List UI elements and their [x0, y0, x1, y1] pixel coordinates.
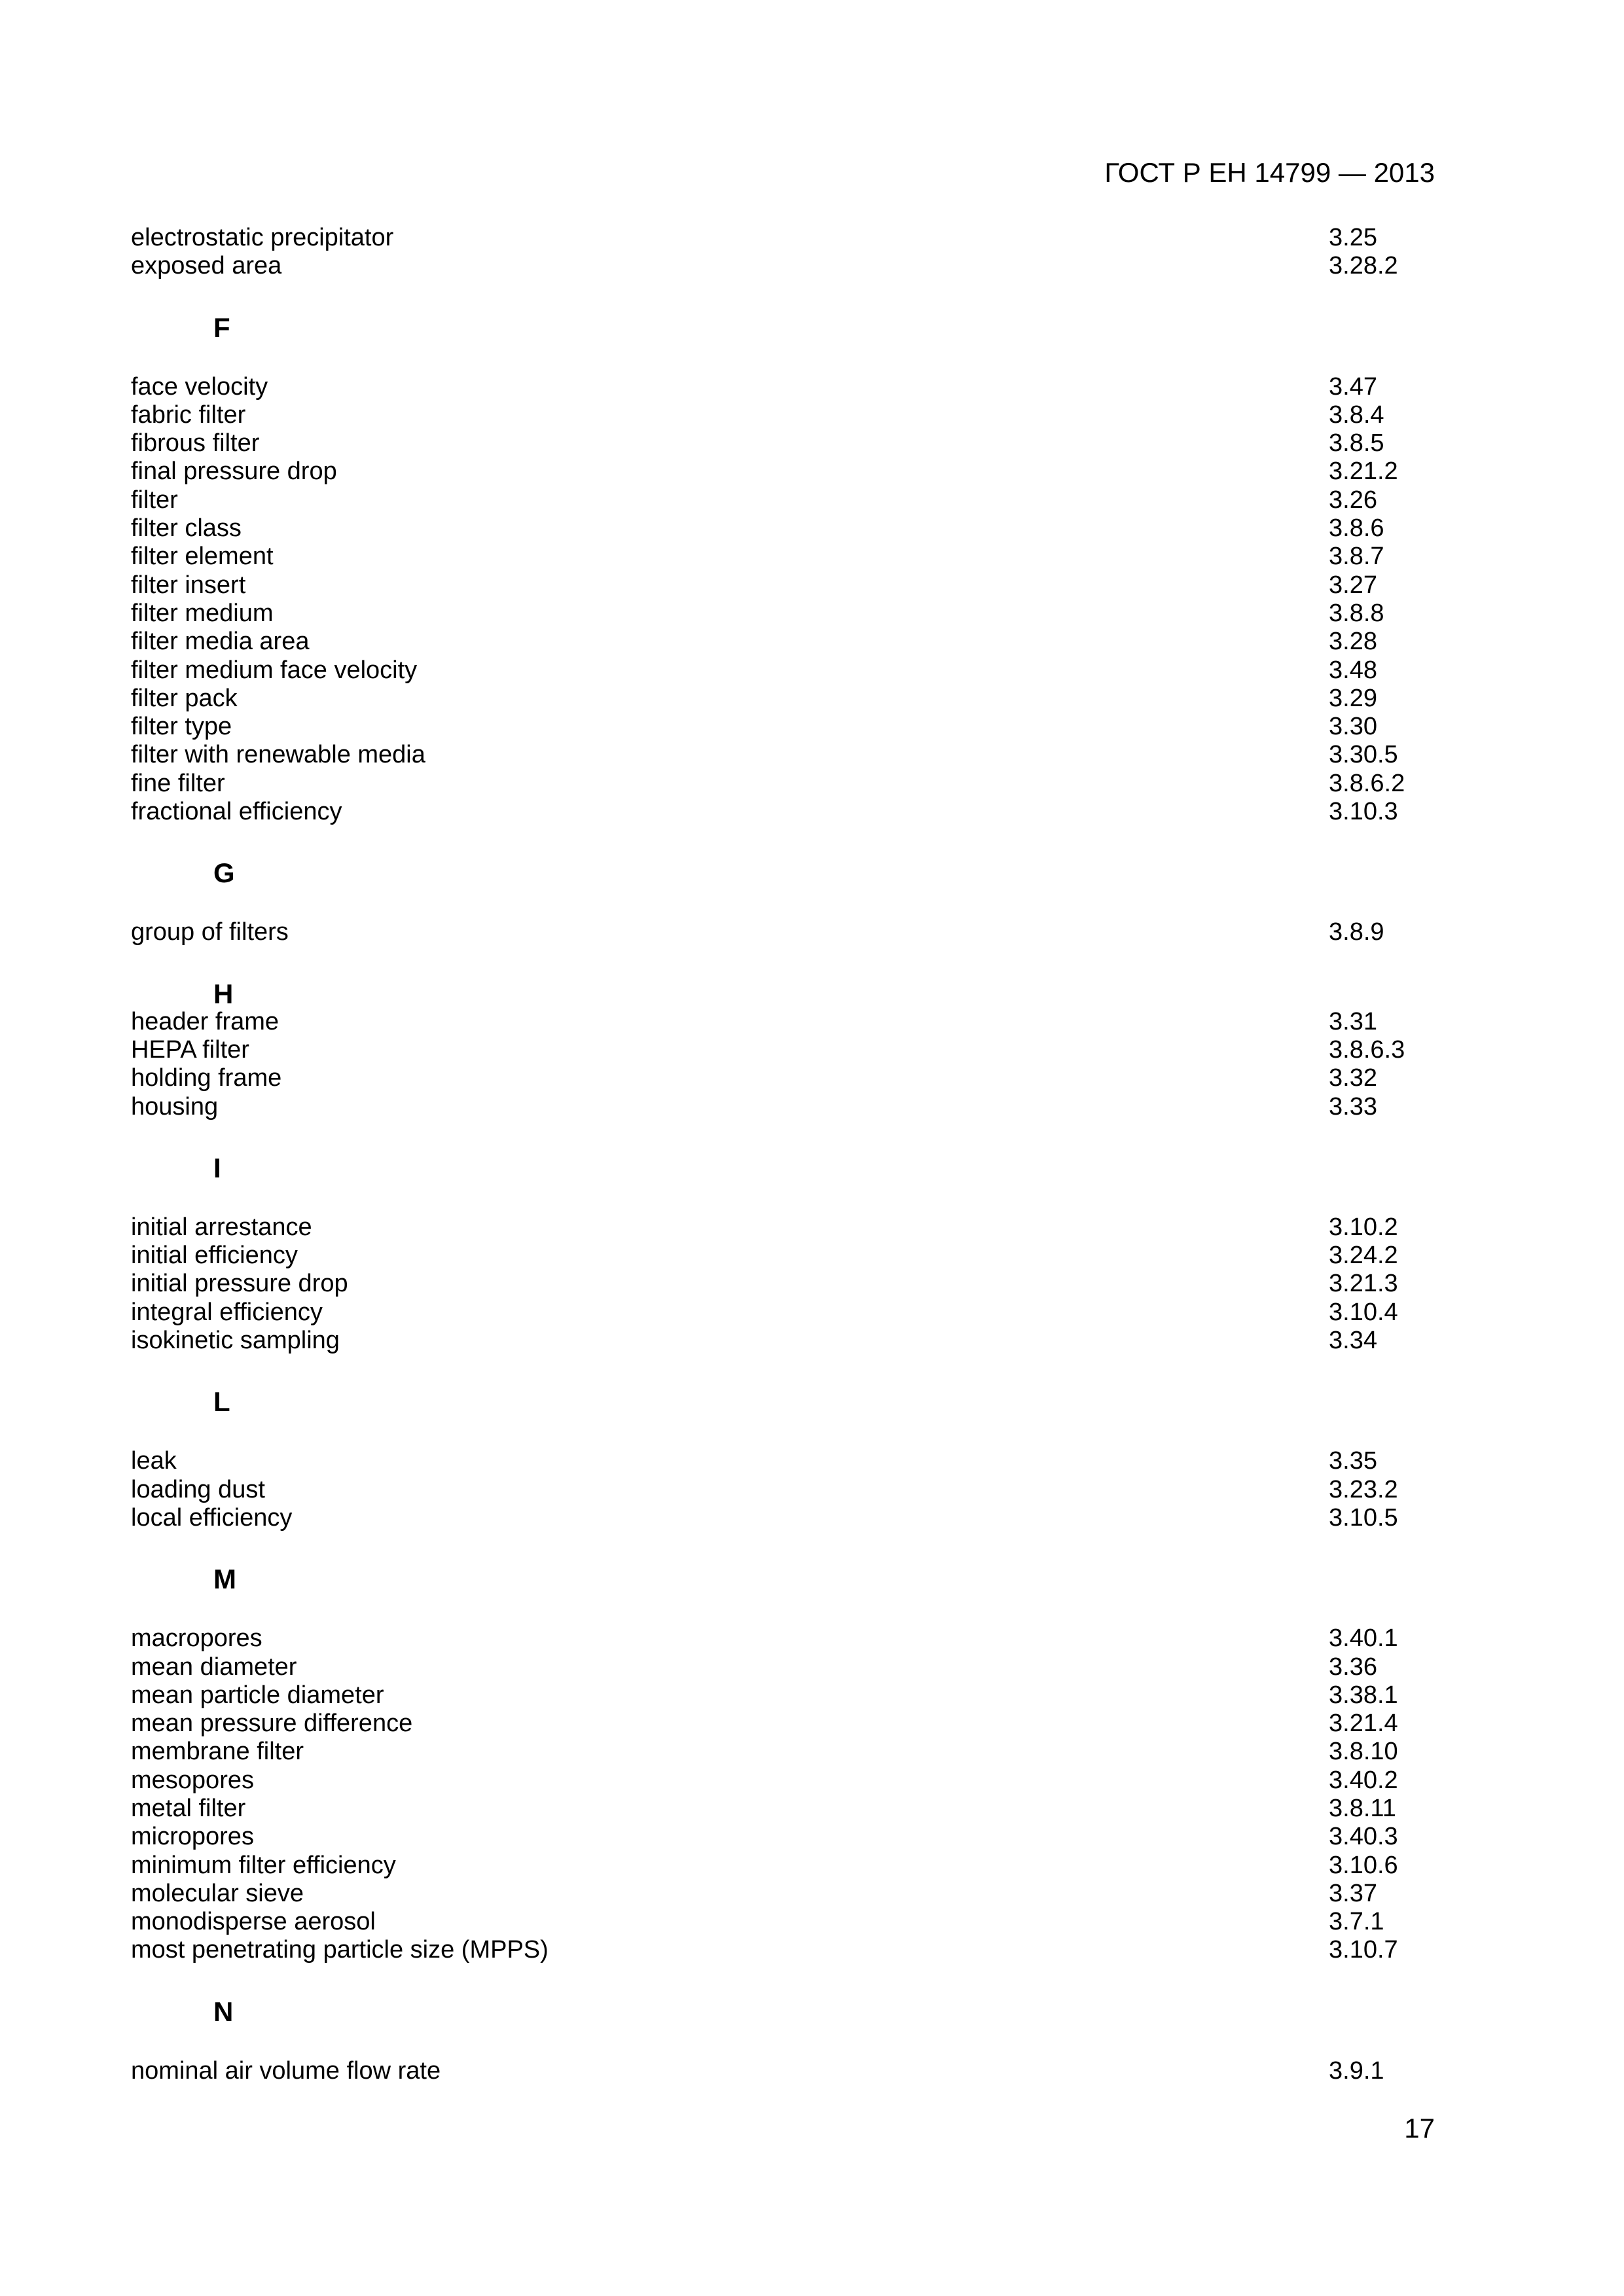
index-entry	[131, 486, 1427, 514]
index-entry	[131, 1476, 1427, 1504]
index-term: mesopores	[131, 1766, 254, 1794]
index-ref: 3.8.5	[1329, 429, 1384, 457]
index-ref: 3.40.1	[1329, 1624, 1398, 1653]
index-entry	[131, 543, 1427, 571]
index-entry	[131, 1213, 1427, 1242]
index-term: mean diameter	[131, 1653, 297, 1681]
index-entry	[131, 1852, 1427, 1880]
index-term: initial pressure drop	[131, 1270, 348, 1298]
index-term: initial efficiency	[131, 1242, 298, 1270]
index-term: electrostatic precipitator	[131, 224, 394, 251]
document-header: ГОСТ Р ЕН 14799 — 2013	[1104, 157, 1435, 188]
index-section-l	[131, 1388, 1427, 1532]
index-term: fine filter	[131, 769, 225, 797]
page-number: 17	[1404, 2113, 1435, 2144]
index-list	[131, 224, 1427, 2085]
index-ref: 3.37	[1329, 1879, 1377, 1907]
index-entry	[131, 1327, 1427, 1355]
index-entry	[131, 798, 1427, 826]
index-entry	[131, 1008, 1427, 1036]
index-entry	[131, 429, 1427, 457]
index-ref: 3.8.10	[1329, 1738, 1398, 1766]
index-ref: 3.8.9	[1329, 918, 1384, 946]
index-entry	[131, 1795, 1427, 1823]
index-ref: 3.28.2	[1329, 252, 1398, 280]
section-letter: H	[213, 978, 234, 1009]
index-term: loading dust	[131, 1475, 265, 1503]
index-entry	[131, 600, 1427, 628]
index-entry	[131, 571, 1427, 600]
index-term: filter element	[131, 543, 274, 571]
index-term: local efficiency	[131, 1503, 293, 1532]
index-term: molecular sieve	[131, 1879, 304, 1907]
index-entry	[131, 1681, 1427, 1710]
index-term: HEPA filter	[131, 1035, 249, 1064]
index-ref: 3.25	[1329, 224, 1377, 251]
index-ref: 3.23.2	[1329, 1475, 1398, 1503]
index-entry	[131, 1270, 1427, 1298]
index-term: membrane filter	[131, 1738, 304, 1766]
index-term: fibrous filter	[131, 429, 260, 457]
index-ref: 3.8.7	[1329, 543, 1384, 571]
index-term: integral efficiency	[131, 1298, 323, 1326]
index-entry	[131, 1093, 1427, 1121]
index-term: header frame	[131, 1007, 280, 1035]
index-ref: 3.8.6	[1329, 514, 1384, 543]
index-ref: 3.21.3	[1329, 1270, 1398, 1298]
index-entry	[131, 656, 1427, 685]
index-ref: 3.9.1	[1329, 2056, 1384, 2085]
section-letter: I	[213, 1152, 221, 1183]
index-entry	[131, 457, 1427, 486]
index-ref: 3.28	[1329, 628, 1377, 656]
index-ref: 3.21.2	[1329, 457, 1398, 486]
index-ref: 3.21.4	[1329, 1710, 1398, 1738]
index-ref: 3.40.3	[1329, 1823, 1398, 1851]
index-section-i	[131, 1154, 1427, 1355]
index-ref: 3.38.1	[1329, 1681, 1398, 1709]
index-entry	[131, 628, 1427, 656]
index-section-n	[131, 1998, 1427, 2085]
index-ref: 3.33	[1329, 1092, 1377, 1121]
index-ref: 3.30.5	[1329, 741, 1398, 769]
index-entry	[131, 1504, 1427, 1532]
index-entry	[131, 2057, 1427, 2085]
index-term: group of filters	[131, 918, 289, 946]
index-entry	[131, 1738, 1427, 1766]
index-ref: 3.10.3	[1329, 798, 1398, 826]
index-entry	[131, 1936, 1427, 1964]
index-entry	[131, 1299, 1427, 1327]
index-ref: 3.10.7	[1329, 1936, 1398, 1964]
index-term: initial arrestance	[131, 1213, 312, 1241]
index-term: face velocity	[131, 372, 268, 401]
section-letter: M	[213, 1564, 236, 1595]
index-ref: 3.26	[1329, 486, 1377, 514]
index-entry	[131, 1242, 1427, 1270]
index-entry	[131, 1908, 1427, 1936]
index-term: macropores	[131, 1624, 262, 1653]
index-ref: 3.27	[1329, 571, 1377, 599]
index-term: nominal air volume flow rate	[131, 2056, 441, 2085]
index-term: isokinetic sampling	[131, 1327, 340, 1355]
index-entry	[131, 252, 1427, 280]
index-ref: 3.8.8	[1329, 599, 1384, 627]
index-ref: 3.8.11	[1329, 1794, 1396, 1822]
index-entry	[131, 918, 1427, 946]
index-section-f	[131, 314, 1427, 827]
index-ref: 3.34	[1329, 1327, 1377, 1355]
index-entry	[131, 685, 1427, 713]
index-entry	[131, 1653, 1427, 1681]
index-entry	[131, 713, 1427, 741]
index-term: micropores	[131, 1823, 254, 1851]
index-term: housing	[131, 1092, 219, 1121]
index-term: filter medium face velocity	[131, 656, 418, 684]
index-entry	[131, 1624, 1427, 1653]
index-entry	[131, 373, 1427, 401]
index-ref: 3.8.6.2	[1329, 769, 1405, 797]
index-ref: 3.40.2	[1329, 1766, 1398, 1794]
index-entry	[131, 1036, 1427, 1064]
index-term: monodisperse aerosol	[131, 1908, 376, 1936]
index-ref: 3.32	[1329, 1064, 1377, 1092]
index-entry	[131, 1710, 1427, 1738]
index-term: mean particle diameter	[131, 1681, 384, 1709]
index-term: filter insert	[131, 571, 246, 599]
index-ref: 3.8.6.3	[1329, 1035, 1405, 1064]
index-section-h	[131, 980, 1427, 1121]
index-ref: 3.35	[1329, 1447, 1377, 1475]
index-ref: 3.24.2	[1329, 1242, 1398, 1270]
index-term: leak	[131, 1447, 177, 1475]
index-ref: 3.29	[1329, 684, 1377, 712]
index-term: exposed area	[131, 252, 282, 280]
index-term: fractional efficiency	[131, 798, 342, 826]
index-ref: 3.31	[1329, 1007, 1377, 1035]
index-term: metal filter	[131, 1794, 246, 1822]
index-ref: 3.10.5	[1329, 1503, 1398, 1532]
index-entry	[131, 1767, 1427, 1795]
index-entry	[131, 1823, 1427, 1851]
index-ref: 3.30	[1329, 713, 1377, 741]
index-ref: 3.10.2	[1329, 1213, 1398, 1241]
index-section-g	[131, 859, 1427, 946]
index-term: fabric filter	[131, 401, 246, 429]
section-letter: G	[213, 857, 235, 889]
index-term: final pressure drop	[131, 457, 337, 486]
index-ref: 3.10.6	[1329, 1851, 1398, 1879]
index-entry	[131, 770, 1427, 798]
index-term: most penetrating particle size (MPPS)	[131, 1936, 549, 1964]
index-entry	[131, 1880, 1427, 1908]
index-term: filter class	[131, 514, 242, 543]
index-term: filter media area	[131, 628, 310, 656]
index-entry	[131, 741, 1427, 769]
index-ref: 3.36	[1329, 1653, 1377, 1681]
index-ref: 3.48	[1329, 656, 1377, 684]
index-ref: 3.10.4	[1329, 1298, 1398, 1326]
section-letter: F	[213, 312, 230, 343]
index-term: filter type	[131, 713, 232, 741]
index-entry	[131, 514, 1427, 543]
index-term: filter with renewable media	[131, 741, 425, 769]
index-entry	[131, 1064, 1427, 1092]
index-term: filter pack	[131, 684, 238, 712]
index-entry	[131, 224, 1427, 252]
index-term: mean pressure difference	[131, 1710, 413, 1738]
index-term: filter medium	[131, 599, 274, 627]
index-ref: 3.8.4	[1329, 401, 1384, 429]
index-term: filter	[131, 486, 178, 514]
section-letter: N	[213, 1996, 234, 2027]
index-section-m	[131, 1565, 1427, 1965]
index-ref: 3.47	[1329, 372, 1377, 401]
index-term: holding frame	[131, 1064, 282, 1092]
index-term: minimum filter efficiency	[131, 1851, 396, 1879]
section-letter: L	[213, 1386, 230, 1418]
index-entry	[131, 1447, 1427, 1475]
index-entry	[131, 401, 1427, 429]
index-ref: 3.7.1	[1329, 1908, 1384, 1936]
